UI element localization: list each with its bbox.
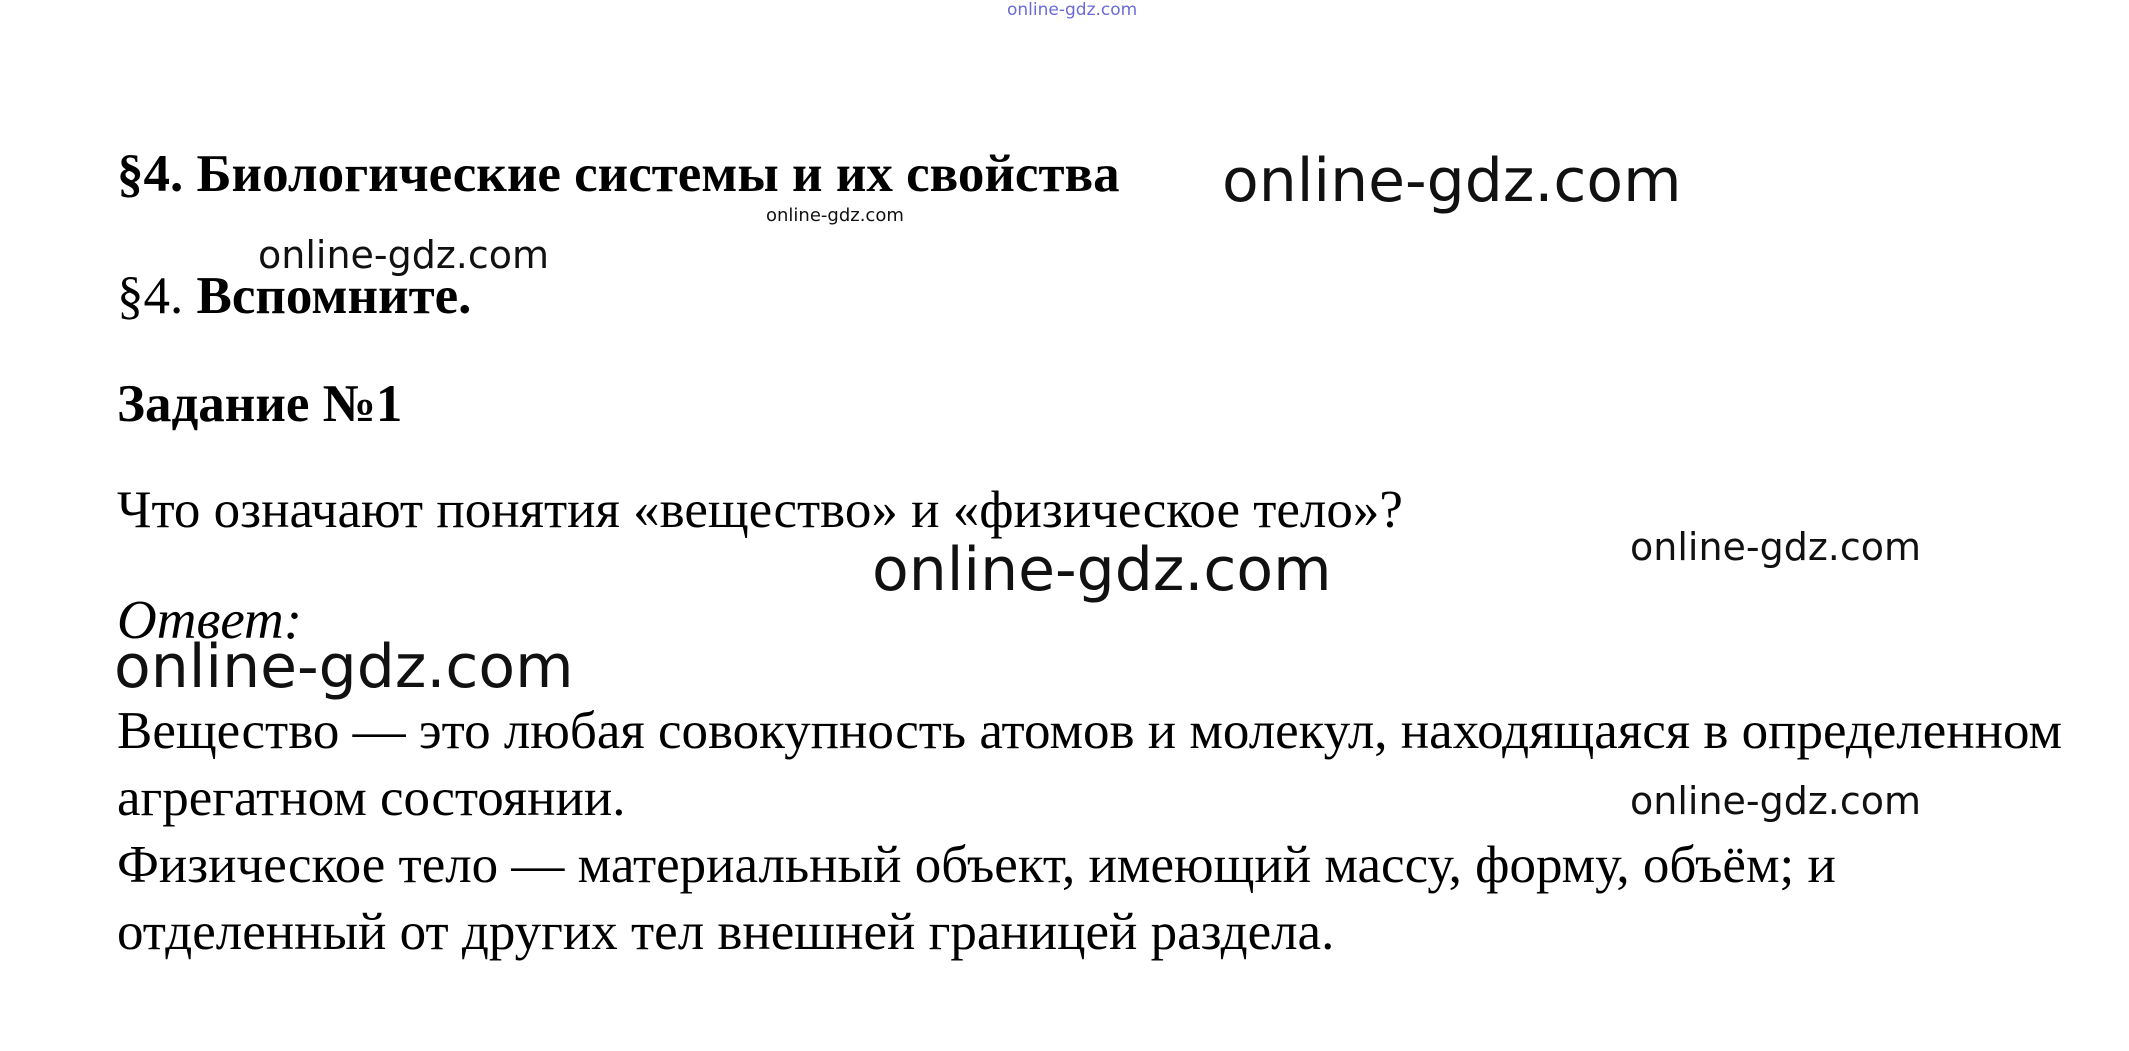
watermark: online-gdz.com <box>872 535 1332 605</box>
watermark: online-gdz.com <box>258 233 550 277</box>
sub-heading-prefix: §4. <box>117 267 184 325</box>
page-title: §4. Биологические системы и их свойства <box>117 145 1120 203</box>
sub-heading <box>117 267 472 325</box>
watermark: online-gdz.com <box>1222 146 1682 216</box>
watermark: online-gdz.com <box>766 205 904 226</box>
answer-paragraph: Вещество — это любая совокупность атомов и молекул, находящаяся в определенном агрегатном состоянии. <box>117 702 2063 827</box>
answer-paragraph: Физическое тело — материальный объект, имеющий массу, форму, объём; и отделенный от других тел внешней границей раздела. <box>117 836 1836 961</box>
answer-body <box>117 698 2107 966</box>
sub-heading-bold: Вспомните. <box>196 267 472 325</box>
watermark: online-gdz.com <box>114 632 574 702</box>
question-text: Что означают понятия «вещество» и «физическое тело»? <box>117 481 1403 539</box>
top-watermark: online-gdz.com <box>1007 0 1138 20</box>
answer-label: Ответ: <box>117 589 303 650</box>
watermark: online-gdz.com <box>1630 779 1922 823</box>
watermark: online-gdz.com <box>1630 525 1922 569</box>
task-title: Задание №1 <box>117 375 403 433</box>
